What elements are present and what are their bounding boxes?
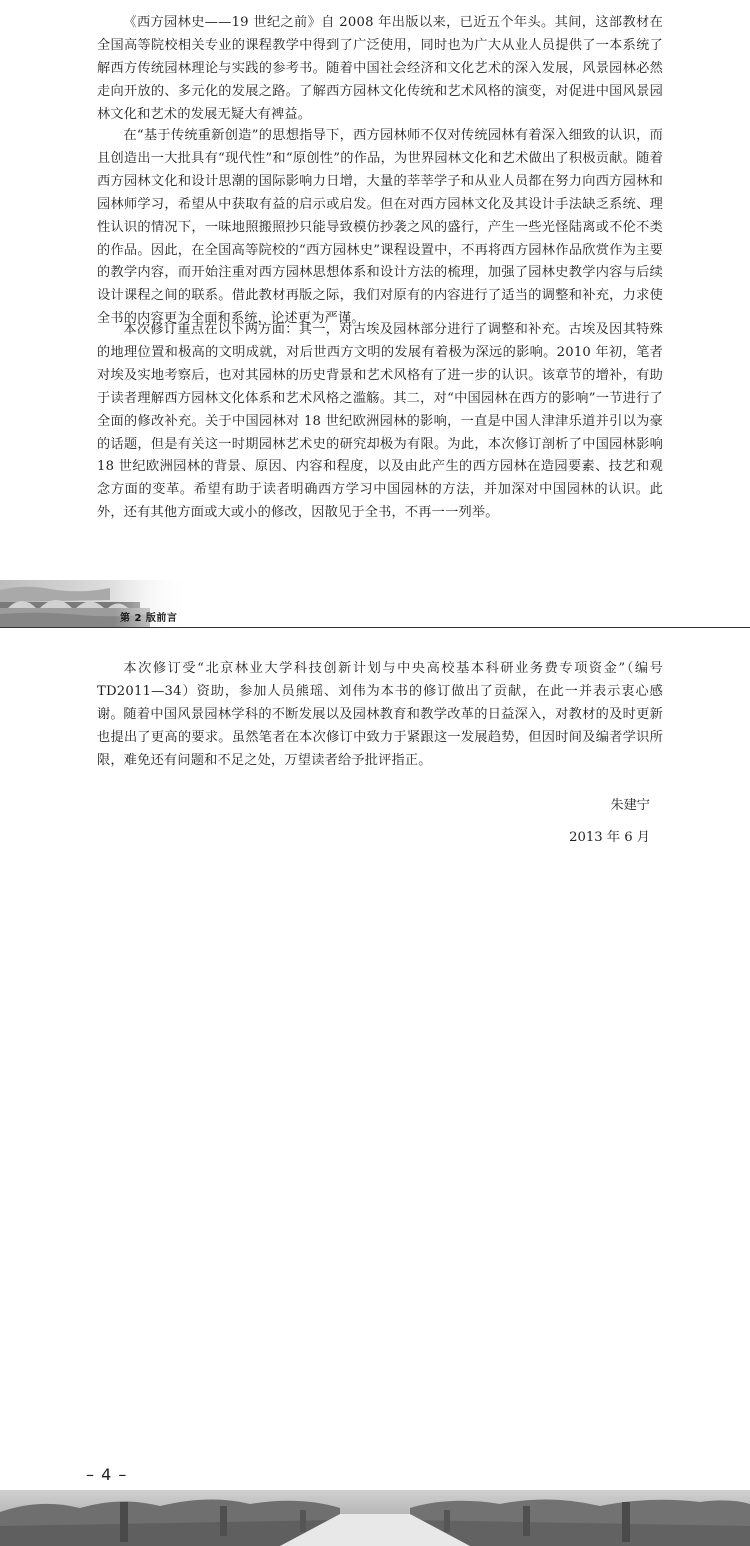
preface-paragraph-1: 本次修订受“北京林业大学科技创新计划与中央高校基本科研业务费专项资金”（编号 TD2011—34）资助，参加人员熊瑶、刘伟为本书的修订做出了贡献，在此一并表示衷心感谢。: [97, 661, 663, 722]
intro-paragraph-3: 本次修订重点在以下两方面：其一，对古埃及园林部分进行了调整和补充。古埃及因其特殊的地理位置和极高的文明成就，对后世西方文明的发展有着极为深远的影响。2010 年初，笔者对埃及实地考察后，也对其园林的历史背景和艺术风格有了进一步的认识。该章节的增补，有助于读者理解西方园林文化体系和艺术风格之滥觞。其二，对“中国园林在西方的影响”一节进行了全面的修改补充。关于中国园林对 18 世纪欧洲园林的影响，一直是中国人津津乐道并引以为豪的话题，但是有关这一时期园林艺术史的研究却极为有限。为此，本次修订剖析了中国园林影响 18 世纪欧洲园林的背景、原因、内容和程度，以及由此产生的西方园林在造园要素、技艺和观念方面的变革。希望有助于读者明确西方学习中国园林的方法，并加深对中国园林的认识。此外，还有其他方面或大或小的修改，因散见于全书，不再一一列举。: [97, 322, 663, 521]
intro-paragraph-1: 《西方园林史——19 世纪之前》自 2008 年出版以来，已近五个年头。其间，这部教材在全国高等院校相关专业的课程教学中得到了广泛使用，同时也为广大从业人员提供了一本系统了解西方传统园林理论与实践的参考书。随着中国社会经济和文化艺术的深入发展，风景园林必然走向开放的、多元化的发展之路。了解西方园林文化传统和艺术风格的演变，对促进中国风景园林文化和艺术的发展无疑大有裨益。: [97, 15, 663, 122]
section-banner-rule: [0, 627, 750, 628]
author-name: 朱建宁: [610, 798, 650, 813]
section-title: 第 2 版前言: [120, 613, 178, 624]
page-number: – 4 –: [86, 1465, 128, 1484]
intro-paragraph-2: 在“基于传统重新创造”的思想指导下，西方园林师不仅对传统园林有着深入细致的认识，而且创造出一大批具有“现代性”和“原创性”的作品，为世界园林文化和艺术做出了积极贡献。随着西方园林文化和设计思潮的国际影响力日增，大量的莘莘学子和从业人员都在努力向西方园林和园林师学习，希望从中获取有益的启示或启发。但在对西方园林文化及其设计手法缺乏系统、理性认识的情况下，一味地照搬照抄只能导致模仿抄袭之风的盛行，产生一些光怪陆离或不伦不类的作品。因此，在全国高等院校的“西方园林史”课程设置中，不再将西方园林作品欣赏作为主要的教学内容，而开始注重对西方园林思想体系和设计方法的梳理，加强了园林史教学内容与后续设计课程之间的联系。借此教材再版之际，我们对原有的内容进行了适当的调整和补充，力求使全书的内容更为全面和系统，论述更为严谨。: [97, 128, 663, 327]
preface-paragraph-2: 随着中国风景园林学科的不断发展以及园林教育和教学改革的日益深入，对教材的及时更新也提出了更高的要求。虽然笔者在本次修订中致力于紧跟这一发展趋势，但因时间及编者学识所限，难免还有问题和不足之处，万望读者给予批评指正。: [97, 707, 663, 768]
signature-date: 2013 年 6 月: [569, 830, 650, 845]
signature-block: [569, 790, 650, 854]
footer-avenue-photo: [0, 1490, 750, 1546]
